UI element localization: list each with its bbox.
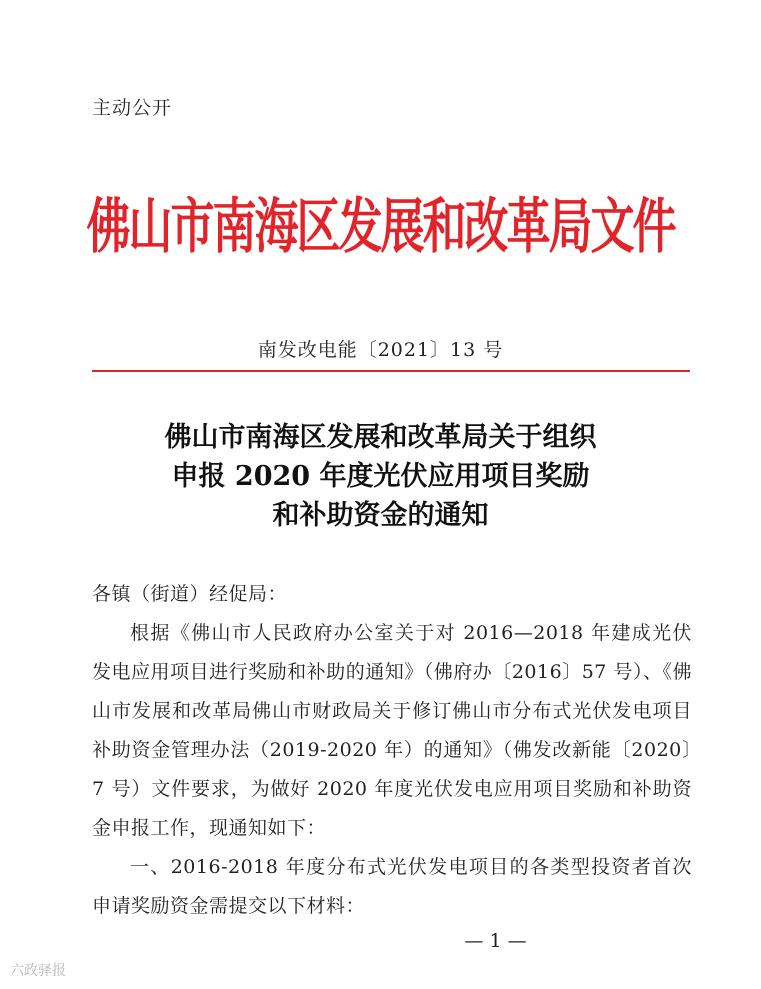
salutation: 各镇（街道）经促局： (92, 583, 288, 605)
title-line-1: 佛山市南海区发展和改革局关于组织 (164, 422, 597, 453)
title-line-2: 申报 2020 年度光伏应用项目奖励 (171, 461, 590, 492)
masthead-title: 佛山市南海区发展和改革局文件 (86, 192, 675, 262)
watermark-text: 六政驿报 (10, 963, 66, 979)
body-paragraph-2: 一、2016-2018 年度分布式光伏发电项目的各类型投资者首次申请奖励资金需提交以下材料： (92, 856, 692, 917)
notice-body (92, 575, 692, 926)
document-number: 南发改电能〔2021〕13 号 (257, 339, 504, 361)
disclosure-label: 主动公开 (92, 97, 173, 119)
red-divider-line (92, 370, 690, 372)
notice-title (0, 418, 761, 535)
watermark-logo (10, 960, 66, 980)
page-number: — 1 — (464, 930, 527, 952)
title-line-3: 和补助资金的通知 (272, 500, 489, 531)
body-paragraph-1: 根据《佛山市人民政府办公室关于对 2016—2018 年建成光伏发电应用项目进行奖励和补助的通知》（佛府办〔2016〕57 号）、《佛山市发展和改革局佛山市财政局关于修订佛山市分布式光伏发电项目补助资金管理办法（2019-2020 年）的通知》（佛发改新能〔2020〕7 号）文件要求，为做好 2020 年度光伏发电应用项目奖励和补助资金申报工作，现通知如下： (92, 622, 692, 839)
